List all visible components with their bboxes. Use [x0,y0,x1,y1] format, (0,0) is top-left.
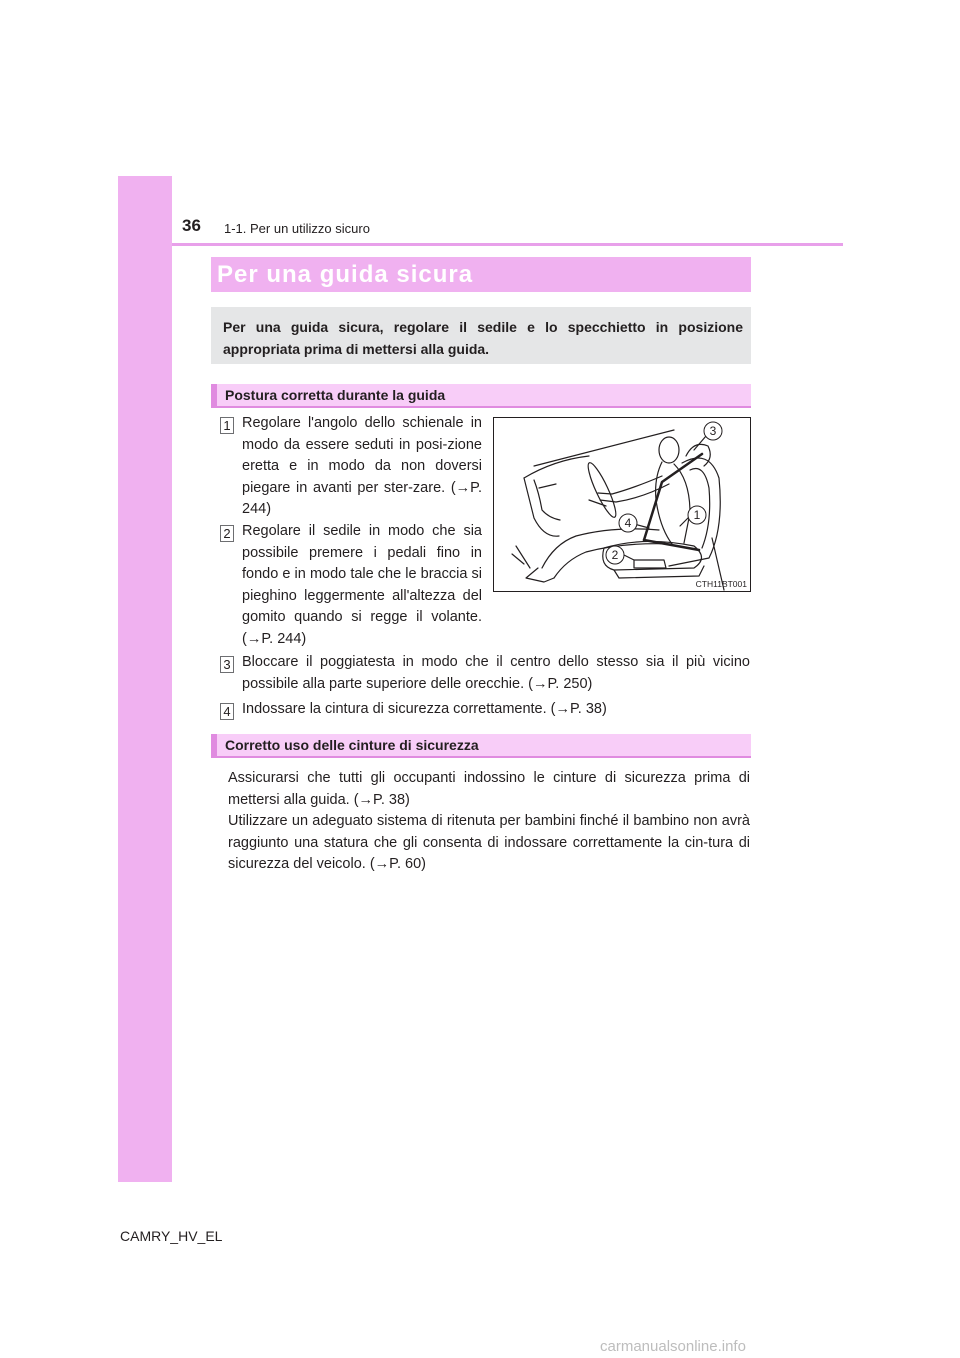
footer-model-code: CAMRY_HV_EL [120,1228,223,1244]
page-title: Per una guida sicura [211,257,751,292]
callout-3: 3 [709,424,717,438]
item-number-4: 4 [220,703,234,720]
callout-1: 1 [693,508,701,522]
page-number: 36 [182,216,201,235]
driver-seated-illustration [494,418,750,591]
item-text-4: Indossare la cintura di sicurezza correttamente. (→P. 38) [242,701,607,717]
intro-box: Per una guida sicura, regolare il sedile e lo specchietto in posizione appropriata prima di mettersi alla guida. [211,307,751,364]
item-number-3: 3 [220,656,234,673]
item-number-1: 1 [220,417,234,434]
section-heading-seatbelt [211,734,751,758]
side-tab-bar [118,176,172,1182]
seatbelt-paragraph-1: Assicurarsi che tutti gli occupanti indossino le cinture di sicurezza prima di mettersi alla guida. (→P. 38) [228,770,750,808]
figure-code: CTH11BT001 [695,579,747,589]
item-text-3: Bloccare il poggiatesta in modo che il centro dello stesso sia il più vicino possibile alla parte superiore delle orecchie. (→P. 250) [242,654,750,692]
callout-2: 2 [611,548,619,562]
driving-posture-figure [493,417,751,592]
header-rule [172,243,843,246]
section-heading-posture [211,384,751,408]
item-number-2: 2 [220,525,234,542]
section-heading-seatbelt-text: Corretto uso delle cinture di sicurezza [225,737,479,753]
item-text-1: Regolare l'angolo dello schienale in modo da essere seduti in posi-zione eretta e in modo da non doversi piegare in avanti per ster-zare. (→P. 244) [242,415,482,517]
seatbelt-paragraph-2: Utilizzare un adeguato sistema di ritenuta per bambini finché il bambino non avrà raggiunto una statura che gli consenta di indossare correttamente la cin-tura di sicurezza del veicolo. (→P. 60) [228,813,750,872]
seatbelt-body [228,768,750,876]
callout-4: 4 [624,516,632,530]
watermark: carmanualsonline.info [600,1338,746,1355]
item-text-2: Regolare il sedile in modo che sia possibile premere i pedali fino in fondo e in modo tale che le braccia si pieghino leggermente all'altezza del gomito quando si regge il volante. (→P. 244) [242,523,482,647]
running-head: 1-1. Per un utilizzo sicuro [224,221,370,236]
section-heading-posture-text: Postura corretta durante la guida [225,387,446,403]
